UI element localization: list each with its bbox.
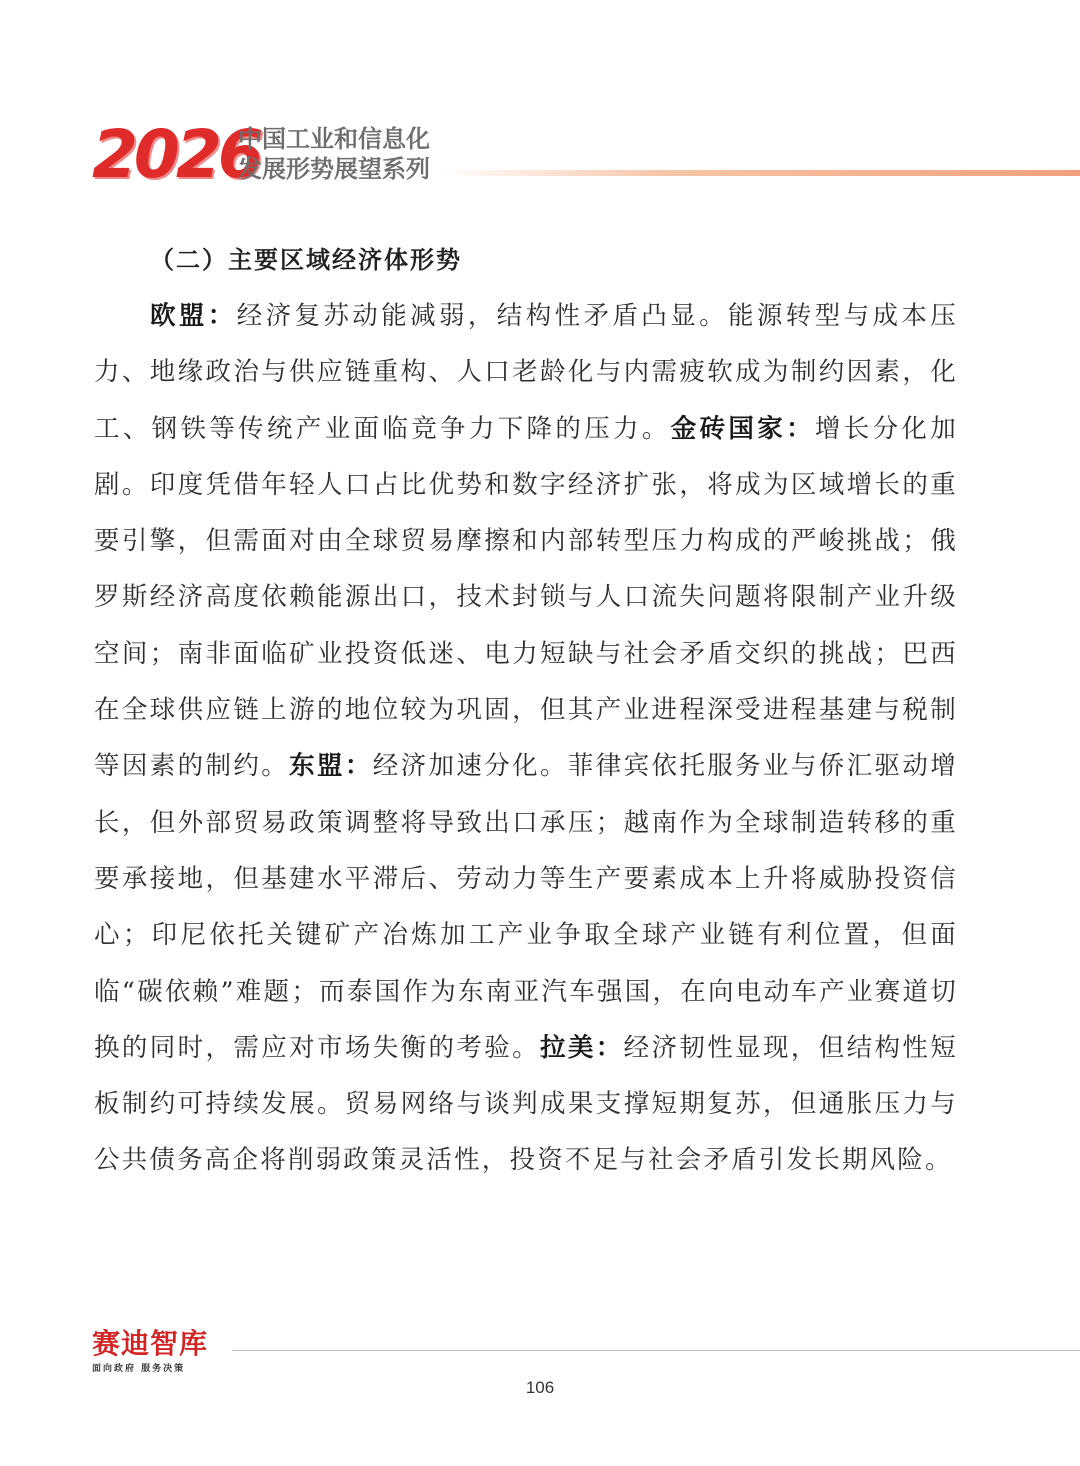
series-title-line2: 发展形势展望系列 bbox=[238, 155, 430, 183]
section-heading: （二）主要区域经济体形势 bbox=[150, 245, 462, 274]
region-text-brics: 增长分化加剧。印度凭借年轻人口占比优势和数字经济扩张，将成为区域增长的重要引擎，但需面对由全球贸易摩擦和内部转型压力构成的严峻挑战；俄罗斯经济高度依赖能源出口，技术封锁与人口流失问题将限制产业升级空间；南非面临矿业投资低迷、电力短缺与社会矛盾交织的挑战；巴西在全球供应链上游的地位较为巩固，但其产业进程深受进程基建与税制等因素的制约。 bbox=[94, 413, 958, 782]
region-label-latam: 拉美： bbox=[540, 1032, 624, 1063]
ccid-think-tank-logo: 赛迪智库 bbox=[92, 1327, 209, 1360]
region-text-asean: 经济加速分化。菲律宾依托服务业与侨汇驱动增长，但外部贸易政策调整将导致出口承压；越南作为全球制造转移的重要承接地，但基建水平滞后、劳动力等生产要素成本上升将威胁投资信心；印尼依托关键矿产冶炼加工产业争取全球产业链有利位置，但面临“碳依赖”难题；而泰国作为东南亚汽车强国，在向电动车产业赛道切换的同时，需应对市场失衡的考验。 bbox=[94, 751, 959, 1063]
region-text-latam: 经济韧性显现，但结构性短板制约可持续发展。贸易网络与谈判成果支撑短期复苏，但通胀压力与公共债务高企将削弱政策灵活性，投资不足与社会矛盾引发长期风险。 bbox=[94, 1032, 959, 1176]
region-text-eu: 经济复苏动能减弱，结构性矛盾凸显。能源转型与成本压力、地缘政治与供应链重构、人口老龄化与内需疲软成为制约因素，化工、钢铁等传统产业面临竞争力下降的压力。 bbox=[94, 301, 958, 444]
footer-tagline: 面向政府 服务决策 bbox=[92, 1364, 186, 1374]
logo-year-text: 2026 bbox=[92, 116, 260, 193]
body-paragraph bbox=[94, 288, 958, 1189]
header-accent-bar bbox=[440, 170, 1080, 176]
series-title-line1: 中国工业和信息化 bbox=[238, 125, 430, 153]
page-number: 106 bbox=[525, 1378, 555, 1397]
region-label-eu: 欧盟： bbox=[150, 301, 237, 331]
footer-divider bbox=[232, 1350, 1080, 1351]
report-year-logo bbox=[92, 116, 260, 193]
region-label-brics: 金砖国家： bbox=[670, 413, 815, 444]
series-title bbox=[238, 124, 430, 184]
region-label-asean: 东盟： bbox=[289, 751, 373, 782]
